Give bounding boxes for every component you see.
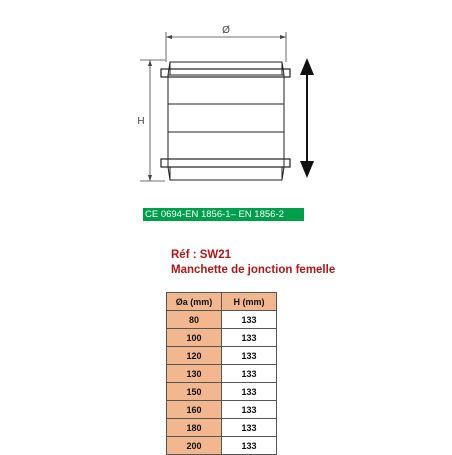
sleeve-body — [168, 62, 284, 180]
flow-arrow-up-icon — [300, 58, 314, 75]
cell-diameter: 160 — [167, 401, 222, 419]
cell-height: 133 — [222, 383, 277, 401]
cell-height: 133 — [222, 437, 277, 455]
cell-height: 133 — [222, 365, 277, 383]
product-reference: Réf : SW21 — [171, 249, 232, 261]
table-row — [167, 419, 277, 437]
cell-height: 133 — [222, 401, 277, 419]
diameter-label: Ø — [222, 25, 230, 36]
certification-banner: CE 0694-EN 1856-1– EN 1856-2 — [143, 208, 304, 221]
table-row — [167, 365, 277, 383]
table-header-row — [167, 293, 277, 311]
cell-height: 133 — [222, 347, 277, 365]
cell-diameter: 150 — [167, 383, 222, 401]
cell-diameter: 130 — [167, 365, 222, 383]
product-reference-block — [171, 248, 335, 278]
table-row — [167, 401, 277, 419]
diameter-arrow-right — [280, 35, 286, 39]
table-row — [167, 347, 277, 365]
height-label: H — [137, 116, 145, 127]
cell-diameter: 120 — [167, 347, 222, 365]
top-seal-ring — [161, 69, 290, 77]
header-diameter: Øa (mm) — [167, 293, 222, 311]
cell-diameter: 80 — [167, 311, 222, 329]
header-height: H (mm) — [222, 293, 277, 311]
table-row — [167, 311, 277, 329]
height-arrow-bottom — [148, 175, 152, 181]
dimensions-table — [166, 292, 277, 455]
cell-height: 133 — [222, 419, 277, 437]
cell-diameter: 180 — [167, 419, 222, 437]
table-row — [167, 329, 277, 347]
table-row — [167, 383, 277, 401]
height-arrow-top — [148, 60, 152, 66]
cell-height: 133 — [222, 311, 277, 329]
diameter-arrow-left — [166, 35, 172, 39]
flow-arrow-down-icon — [300, 161, 314, 178]
bottom-seal-ring — [161, 159, 290, 167]
cell-diameter: 100 — [167, 329, 222, 347]
product-name: Manchette de jonction femelle — [171, 264, 336, 276]
cell-diameter: 200 — [167, 437, 222, 455]
cell-height: 133 — [222, 329, 277, 347]
